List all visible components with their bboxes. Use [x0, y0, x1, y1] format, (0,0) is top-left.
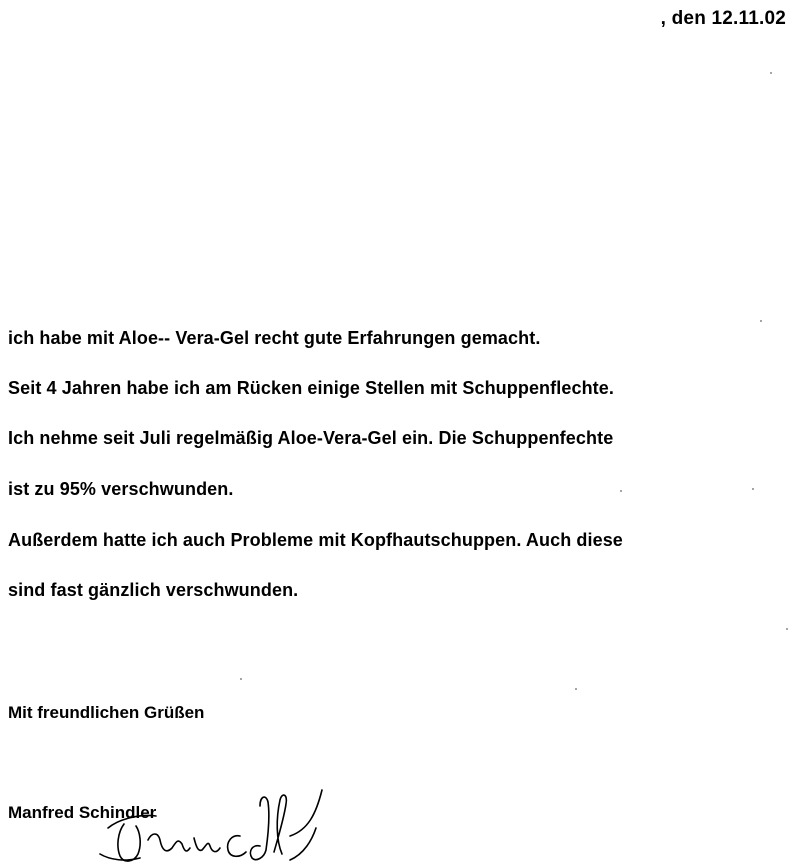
scan-speck	[575, 688, 577, 690]
letter-date: , den 12.11.02	[660, 8, 786, 29]
letter-closing: Mit freundlichen Grüßen	[8, 703, 205, 722]
handwritten-signature	[90, 788, 330, 867]
scan-speck	[786, 628, 788, 630]
scan-speck	[770, 72, 772, 74]
scan-speck	[760, 320, 762, 322]
letter-body-line-4: ist zu 95% verschwunden.	[8, 479, 234, 499]
letter-body-line-2: Seit 4 Jahren habe ich am Rücken einige Stellen mit Schuppenflechte.	[8, 378, 614, 398]
signer-name: Manfred Schindler	[8, 803, 157, 822]
letter-body-line-6: sind fast gänzlich verschwunden.	[8, 580, 299, 600]
letter-body-line-1: ich habe mit Aloe-- Vera-Gel recht gute Erfahrungen gemacht.	[8, 328, 541, 348]
scan-speck	[620, 490, 622, 492]
scan-speck	[752, 488, 754, 490]
letter-body-line-5: Außerdem hatte ich auch Probleme mit Kopfhautschuppen. Auch diese	[8, 530, 623, 550]
letter-body-line-3: Ich nehme seit Juli regelmäßig Aloe-Vera-Gel ein. Die Schuppenfechte	[8, 428, 614, 448]
scan-speck	[240, 678, 242, 680]
